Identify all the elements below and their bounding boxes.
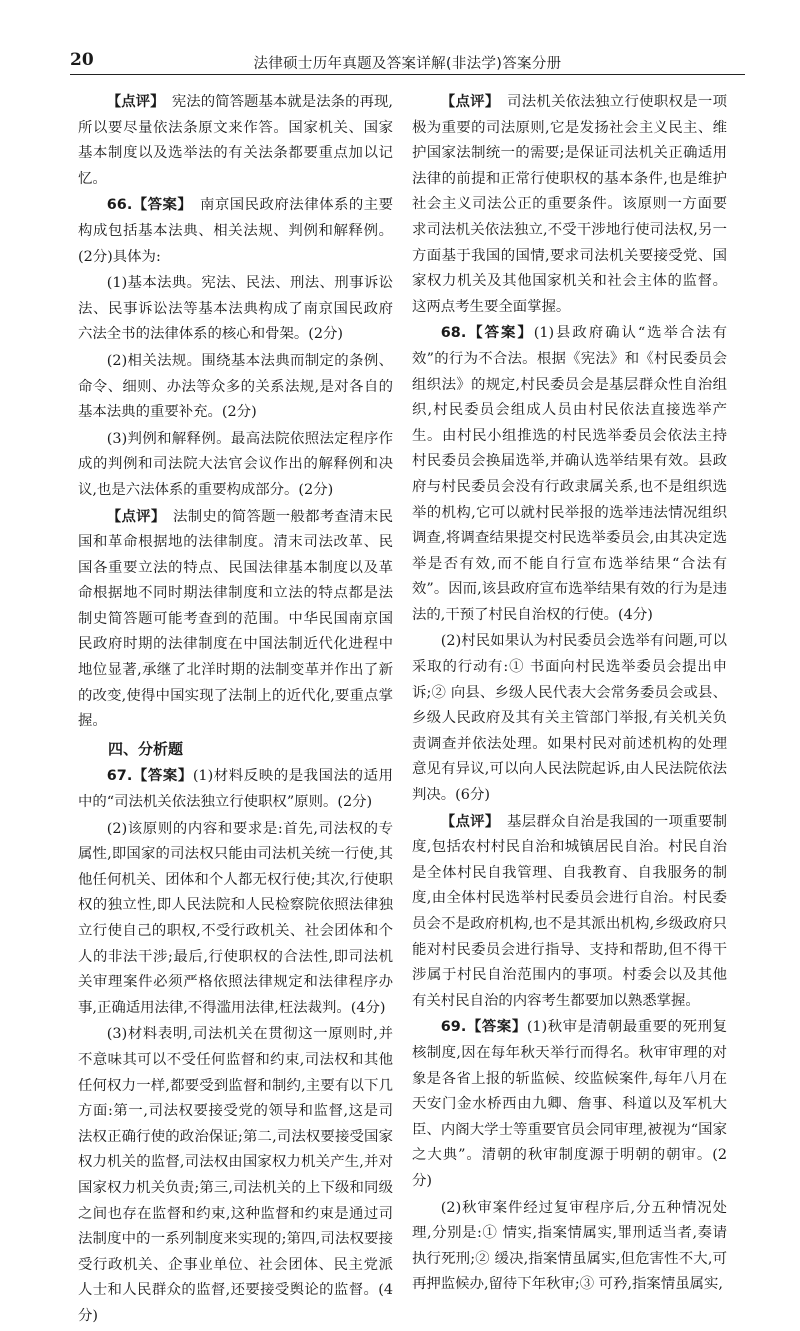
right-column-body <box>412 90 727 1298</box>
page-header <box>70 46 745 75</box>
section-title: 四、分析题 <box>108 739 184 758</box>
paragraph <box>412 1015 727 1194</box>
left-column <box>78 90 393 1331</box>
paragraph <box>78 817 393 1022</box>
right-column <box>412 90 727 1299</box>
paragraph-text: (2)相关法规。围绕基本法典而制定的条例、命令、细则、办法等众多的关系法规,是对各自的基本法典的重要补充。(2分) <box>78 352 393 421</box>
paragraph-text: (3)判例和解释例。最高法院依照法定程序作成的判例和司法院大法官会议作出的解释例和决议,也是六法体系的重要构成部分。(2分) <box>78 430 393 498</box>
paragraph-text: (2)村民如果认为村民委员会选举有问题,可以采取的行动有:① 书面向村民选举委员会提出申诉;② 向县、乡级人民代表大会常务委员会或县、乡级人民政府及其有关主管部门举报,有关机关负责调查并依法处理。如果村民对前述机构的处理意见有异议,可以向人民法院起诉,由人民法院依法判决。(6分) <box>412 633 727 804</box>
paragraph-text: (2)秋审案件经过复审程序后,分五种情况处理,分别是:① 情实,指案情属实,罪刑适当者,奏请执行死刑;② 缓决,指案情虽属实,但危害性不大,可再押监候办,留待下年秋审;③ 可矜,指案情虽属实, <box>412 1199 727 1293</box>
paragraph <box>78 193 393 270</box>
paragraph-text: (3)材料表明,司法机关在贯彻这一原则时,并不意味其可以不受任何监督和约束,司法权和其他任何权力一样,都要受到监督和制约,主要有以下几方面:第一,司法权要接受党的领导和监督,这是司法权正确行使的政治保证;第二,司法权要接受国家权力机关的监督,司法权由国家权力机关产生,并对国家权力机关负责;第三,司法机关的上下级和同级之间也存在监督和约束,这种监督和约束是通过司法制度中的一系列制度来实现的;第四,司法权要接受行政机关、企事业单位、社会团体、民主党派人士和人民群众的监督,还要接受舆论的监督。(4分) <box>78 1026 393 1324</box>
paragraph-label: 【点评】 <box>440 94 493 110</box>
paragraph-label: 【点评】 <box>106 508 159 525</box>
paragraph <box>78 349 393 426</box>
paragraph <box>78 764 393 815</box>
running-title: 法律硕士历年真题及答案详解(非法学)答案分册 <box>253 56 562 72</box>
paragraph-text: (1)秋审是清朝最重要的死刑复核制度,因在每年秋天举行而得名。秋审审理的对象是各省上报的斩监候、绞监候案件,每年八月在天安门金水桥西由九卿、詹事、科道以及军机大臣、内阁大学士等重要官员会同审理,被视为“国家之大典”。清朝的秋审制度源于明朝的朝审。(2分) <box>412 1019 727 1189</box>
paragraph <box>412 629 727 808</box>
paragraph <box>412 321 727 628</box>
paragraph <box>78 90 393 192</box>
paragraph-label: 67.【答案】 <box>106 768 193 785</box>
paragraph <box>412 810 727 1015</box>
paragraph-text: (2)该原则的内容和要求是:首先,司法权的专属性,即国家的司法权只能由司法机关统一行使,其他任何机关、团体和个人都无权行使;其次,行使职权的独立性,即人民法院和人民检察院依照法律独立行使自己的职权,不受行政机关、社会团体和个人的非法干涉;最后,行使职权的合法性,即司法机关审理案件必须严格依照法律规定和法律程序办事,正确适用法律,不得滥用法律,枉法裁判。(4分) <box>78 820 393 1016</box>
paragraph <box>78 427 393 504</box>
paragraph-text: 基层群众自治是我国的一项重要制度,包括农村村民自治和城镇居民自治。村民自治是全体村民自我管理、自我教育、自我服务的制度,由全体村民选举村民委员会进行自治。村民委员会不是政府机构,也不是其派出机构,乡级政府只能对村民委员会进行指导、支持和帮助,但不得干涉属于村民自治范围内的事项。村委会以及其他有关村民自治的内容考生都要加以熟悉掌握。 <box>412 813 727 1009</box>
paragraph-label: 【点评】 <box>440 813 493 830</box>
paragraph <box>412 1196 727 1298</box>
left-column-part-2 <box>78 764 393 1329</box>
paragraph-text: 法制史的简答题一般都考查清末民国和革命根据地的法律制度。清末司法改革、民国各重要立法的特点、民国法律基本制度以及革命根据地不同时期法律制度和立法的特点都是法制史简答题可能考查到的范围。中华民国南京国民政府时期的法律制度在中国法制近代化进程中地位显著,承继了北洋时期的法制变革并作出了新的改变,使得中国实现了法制上的近代化,要重点掌握。 <box>78 508 393 730</box>
paragraph <box>78 1022 393 1329</box>
paragraph-text: 宪法的简答题基本就是法条的再现,所以要尽量依法条原文来作答。国家机关、国家基本制度以及选举法的有关法条都要重点加以记忆。 <box>78 94 394 187</box>
paragraph-label: 68.【答案】 <box>440 325 534 342</box>
paragraph-text: 南京国民政府法律体系的主要构成包括基本法典、相关法规、判例和解释例。(2分)具体为: <box>78 197 393 265</box>
paragraph <box>412 90 727 320</box>
paragraph-text: (1)县政府确认“选举合法有效”的行为不合法。根据《宪法》和《村民委员会组织法》的规定,村民委员会是基层群众性自治组织,村民委员会组成人员由村民依法直接选举产生。由村民小组推选的村民选举委员会依法主持村民委员会换届选举,并确认选举结果有效。县政府与村民委员会没有行政隶属关系,也不是组织选举的机构,它可以就村民举报的选举违法情况组织调查,将调查结果提交村民选举委员会,由其决定选举是否有效,而不能自行宣布选举结果“合法有效”。因而,该县政府宣布选举结果有效的行为是违法的,干预了村民自治权的行使。(4分) <box>412 325 727 623</box>
paragraph-text: (1)基本法典。宪法、民法、刑法、刑事诉讼法、民事诉讼法等基本法典构成了南京国民政府六法全书的法律体系的核心和骨架。(2分) <box>78 275 393 343</box>
paragraph <box>78 505 393 735</box>
paragraph <box>78 271 393 348</box>
paragraph-text: 司法机关依法独立行使职权是一项极为重要的司法原则,它是发扬社会主义民主、维护国家法制统一的需要;是保证司法机关正确适用法律的前提和正常行使职权的基本条件,也是维护社会主义司法公正的重要条件。该原则一方面要求司法机关依法独立,不受干涉地行使司法权,另一方面基于我国的国情,要求司法机关要接受党、国家权力机关及其他国家机关和社会主体的监督。这两点考生要全面掌握。 <box>412 94 727 315</box>
paragraph-label: 【点评】 <box>106 94 158 110</box>
paragraph-text: (1)材料反映的是我国法的适用中的“司法机关依法独立行使职权”原则。(2分) <box>78 768 393 811</box>
paragraph-label: 66.【答案】 <box>106 197 186 214</box>
page-number: 20 <box>70 50 94 70</box>
left-column-part-1 <box>78 90 393 735</box>
paragraph-label: 69.【答案】 <box>440 1019 527 1036</box>
